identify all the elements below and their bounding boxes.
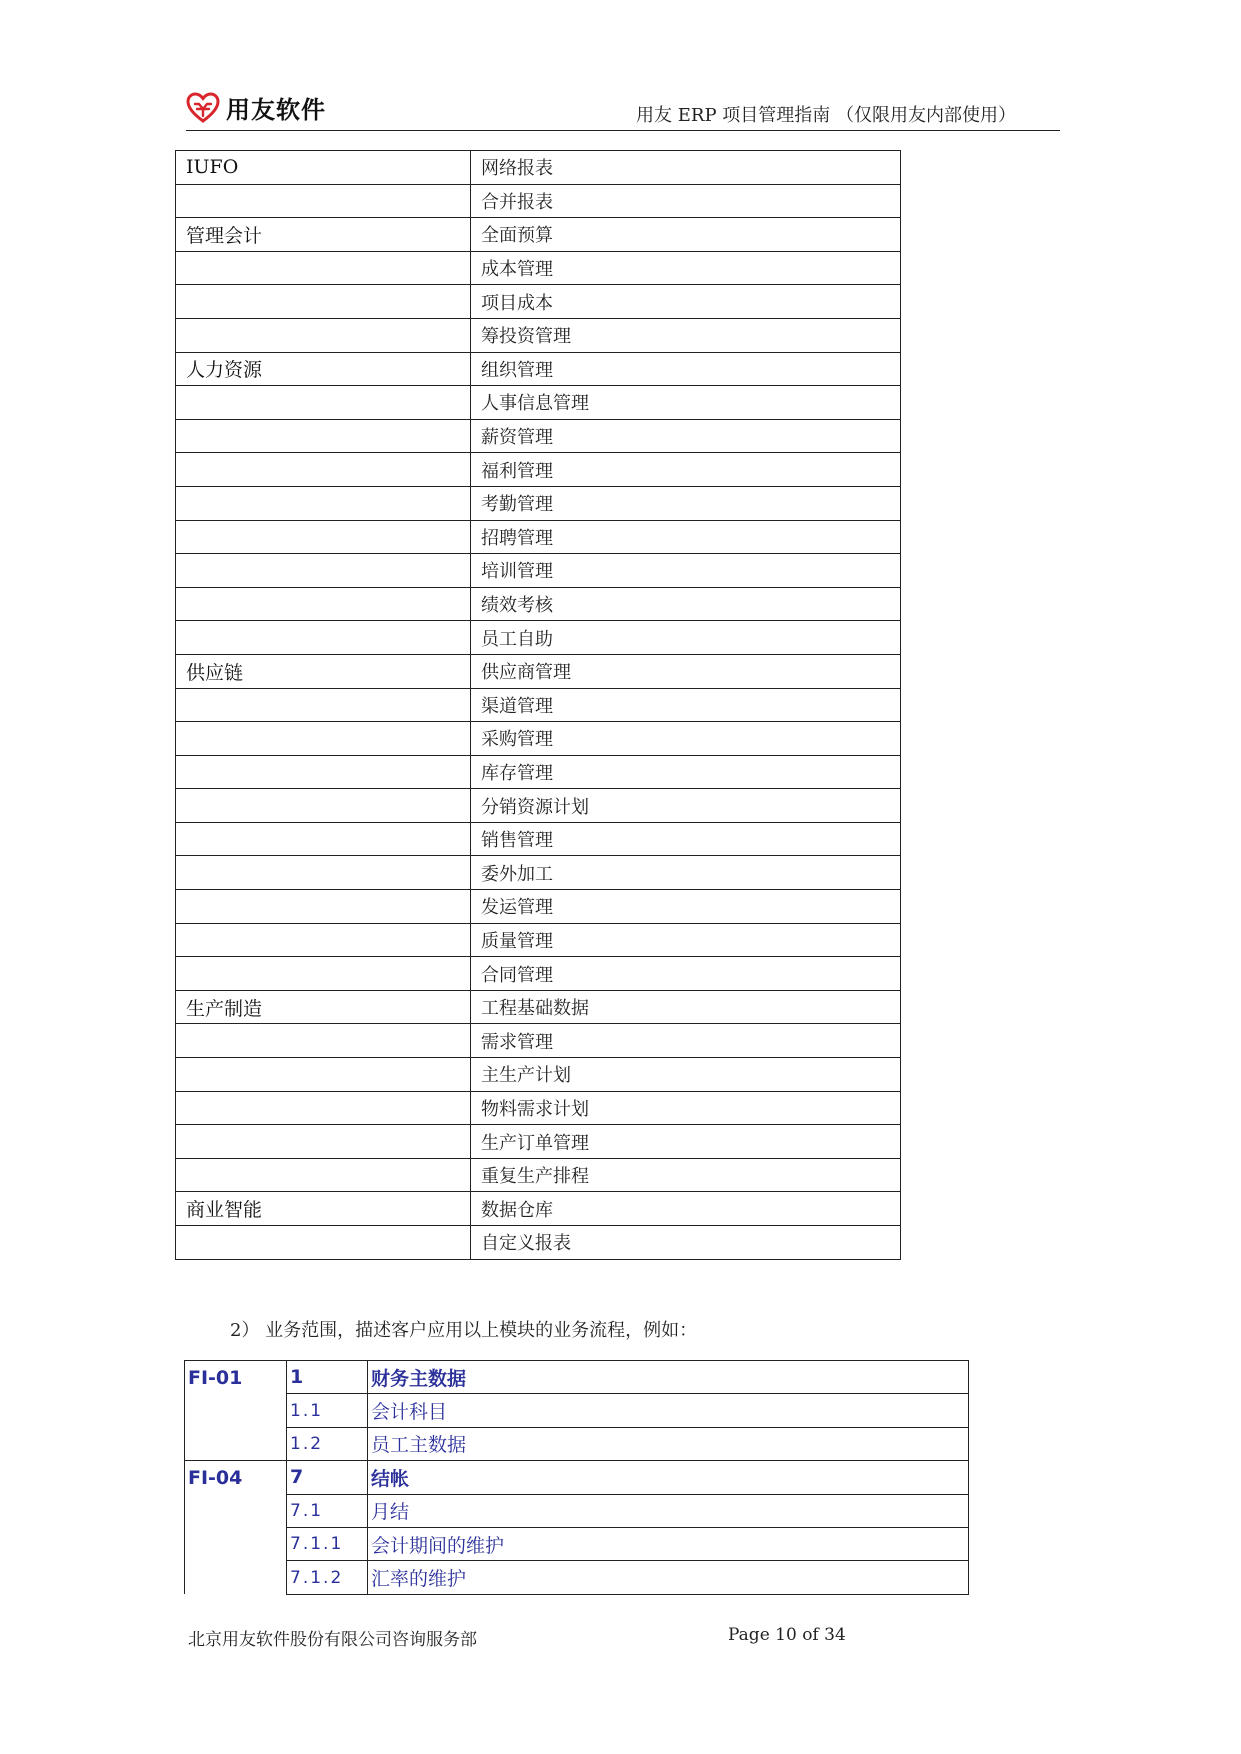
category-cell: [176, 318, 471, 352]
module-name: 自定义报表: [481, 1233, 571, 1255]
table-row: [176, 654, 901, 688]
module-cell: [471, 1024, 901, 1058]
page-header: [186, 84, 1060, 131]
category-cell: [176, 923, 471, 957]
document-title: 用友 ERP 项目管理指南 （仅限用友内部使用）: [636, 105, 1016, 126]
module-name: 物料需求计划: [481, 1098, 589, 1120]
module-cell: [471, 1125, 901, 1159]
process-name-cell: 会计期间的维护: [368, 1527, 969, 1560]
module-cell: [471, 957, 901, 991]
module-cell: [471, 856, 901, 890]
table-row: [176, 486, 901, 520]
category-cell: [176, 386, 471, 420]
module-cell: [471, 789, 901, 823]
category-cell: [176, 822, 471, 856]
table-row: [176, 218, 901, 252]
module-cell: [471, 554, 901, 588]
table-row: [176, 184, 901, 218]
table-row: [176, 957, 901, 991]
table-row: [176, 318, 901, 352]
table-row: [176, 755, 901, 789]
category-cell: [176, 587, 471, 621]
category-cell: [176, 1125, 471, 1159]
process-number-cell: 7: [287, 1461, 368, 1494]
module-name: 重复生产排程: [481, 1166, 589, 1188]
table-row: [176, 520, 901, 554]
module-cell: [471, 151, 901, 185]
footer-page-number: Page 10 of 34: [728, 1625, 846, 1645]
process-name-cell: 财务主数据: [368, 1361, 969, 1394]
category-cell: [176, 251, 471, 285]
category-cell: [176, 755, 471, 789]
module-name: 组织管理: [481, 359, 553, 381]
table-row: [176, 1058, 901, 1092]
module-name: 全面预算: [481, 225, 553, 247]
module-name: 考勤管理: [481, 494, 553, 516]
table-row: [176, 789, 901, 823]
process-row: [185, 1561, 969, 1594]
table-row: [176, 890, 901, 924]
table-row: [176, 386, 901, 420]
module-cell: [471, 352, 901, 386]
module-cell: [471, 1091, 901, 1125]
module-name: 库存管理: [481, 762, 553, 784]
module-cell: [471, 1192, 901, 1226]
module-name: 工程基础数据: [481, 998, 589, 1020]
table-row: [176, 722, 901, 756]
category-cell: [176, 957, 471, 991]
table-row: [176, 1226, 901, 1260]
module-cell: [471, 654, 901, 688]
process-name-cell: 结帐: [368, 1461, 969, 1494]
module-cell: [471, 285, 901, 319]
module-cell: [471, 923, 901, 957]
process-code-cell: FI-01: [185, 1361, 287, 1461]
module-cell: [471, 386, 901, 420]
module-name: 培训管理: [481, 561, 553, 583]
process-name-cell: 月结: [368, 1494, 969, 1527]
module-cell: [471, 453, 901, 487]
category-cell: [176, 1226, 471, 1260]
table-row: [176, 251, 901, 285]
table-row: [176, 419, 901, 453]
process-name-cell: 员工主数据: [368, 1427, 969, 1460]
module-name: 数据仓库: [481, 1199, 553, 1221]
module-name: 成本管理: [481, 259, 553, 281]
category-cell: 商业智能: [176, 1192, 471, 1226]
process-row: [185, 1461, 969, 1494]
process-row: [185, 1394, 969, 1427]
module-cell: [471, 486, 901, 520]
table-row: [176, 1024, 901, 1058]
module-cell: [471, 990, 901, 1024]
process-name-cell: 会计科目: [368, 1394, 969, 1427]
table-row: [176, 990, 901, 1024]
category-cell: [176, 789, 471, 823]
module-name: 主生产计划: [481, 1065, 571, 1087]
module-name: 合同管理: [481, 964, 553, 986]
process-row: [185, 1494, 969, 1527]
category-cell: [176, 856, 471, 890]
module-cell: [471, 251, 901, 285]
process-name-cell: 汇率的维护: [368, 1561, 969, 1594]
process-number-cell: 1.1: [287, 1394, 368, 1427]
table-row: [176, 285, 901, 319]
table-row: [176, 352, 901, 386]
footer-company: 北京用友软件股份有限公司咨询服务部: [188, 1630, 477, 1650]
module-name: 筹投资管理: [481, 326, 571, 348]
module-name: 供应商管理: [481, 662, 571, 684]
process-row: [185, 1427, 969, 1460]
module-name: 绩效考核: [481, 595, 553, 617]
module-name: 合并报表: [481, 191, 553, 213]
module-name: 质量管理: [481, 930, 553, 952]
module-cell: [471, 890, 901, 924]
category-cell: [176, 1058, 471, 1092]
category-cell: 生产制造: [176, 990, 471, 1024]
table-row: [176, 688, 901, 722]
category-cell: 管理会计: [176, 218, 471, 252]
category-cell: [176, 1024, 471, 1058]
process-number-cell: 1: [287, 1361, 368, 1394]
table-row: [176, 923, 901, 957]
process-code-cell: FI-04: [185, 1461, 287, 1595]
module-name: 项目成本: [481, 292, 553, 314]
table-row: [176, 587, 901, 621]
module-cell: [471, 621, 901, 655]
category-cell: [176, 453, 471, 487]
module-cell: [471, 722, 901, 756]
module-cell: [471, 1158, 901, 1192]
module-cell: [471, 520, 901, 554]
process-row: [185, 1527, 969, 1560]
process-number-cell: 7.1.1: [287, 1527, 368, 1560]
module-name: 网络报表: [481, 158, 553, 180]
module-name: 采购管理: [481, 729, 553, 751]
module-name: 发运管理: [481, 897, 553, 919]
process-intro-text: 2） 业务范围，描述客户应用以上模块的业务流程，例如：: [230, 1320, 698, 1341]
module-cell: [471, 755, 901, 789]
category-cell: [176, 419, 471, 453]
category-cell: [176, 1158, 471, 1192]
table-row: [176, 554, 901, 588]
module-cell: [471, 587, 901, 621]
business-process-table: [184, 1360, 969, 1595]
module-name: 渠道管理: [481, 695, 553, 717]
module-name: 员工自助: [481, 628, 553, 650]
category-cell: 人力资源: [176, 352, 471, 386]
process-number-cell: 7.1.2: [287, 1561, 368, 1594]
table-row: [176, 856, 901, 890]
table-row: [176, 822, 901, 856]
table-row: [176, 1125, 901, 1159]
module-cell: [471, 184, 901, 218]
process-number-cell: 7.1: [287, 1494, 368, 1527]
module-cell: [471, 218, 901, 252]
module-cell: [471, 688, 901, 722]
module-name: 分销资源计划: [481, 796, 589, 818]
category-cell: [176, 554, 471, 588]
module-cell: [471, 1058, 901, 1092]
category-cell: [176, 285, 471, 319]
category-cell: [176, 722, 471, 756]
category-cell: [176, 688, 471, 722]
module-name: 薪资管理: [481, 427, 553, 449]
table-row: [176, 621, 901, 655]
logo-text: 用友软件: [226, 96, 326, 124]
category-cell: [176, 486, 471, 520]
table-row: [176, 151, 901, 185]
module-name: 需求管理: [481, 1031, 553, 1053]
table-row: [176, 1158, 901, 1192]
table-row: [176, 453, 901, 487]
module-name: 福利管理: [481, 460, 553, 482]
category-cell: [176, 1091, 471, 1125]
table-row: [176, 1192, 901, 1226]
module-cell: [471, 822, 901, 856]
process-number-cell: 1.2: [287, 1427, 368, 1460]
category-cell: [176, 184, 471, 218]
module-name: 招聘管理: [481, 527, 553, 549]
module-cell: [471, 1226, 901, 1260]
category-cell: [176, 890, 471, 924]
category-cell: 供应链: [176, 654, 471, 688]
module-cell: [471, 419, 901, 453]
category-cell: [176, 621, 471, 655]
module-name: 人事信息管理: [481, 393, 589, 415]
module-table: [175, 150, 901, 1260]
module-name: 委外加工: [481, 863, 553, 885]
category-cell: IUFO: [176, 151, 471, 185]
yonyou-logo-icon: [186, 91, 220, 125]
module-cell: [471, 318, 901, 352]
module-name: 生产订单管理: [481, 1132, 589, 1154]
module-name: 销售管理: [481, 830, 553, 852]
category-cell: [176, 520, 471, 554]
table-row: [176, 1091, 901, 1125]
company-logo: [186, 90, 326, 125]
process-row: [185, 1361, 969, 1394]
